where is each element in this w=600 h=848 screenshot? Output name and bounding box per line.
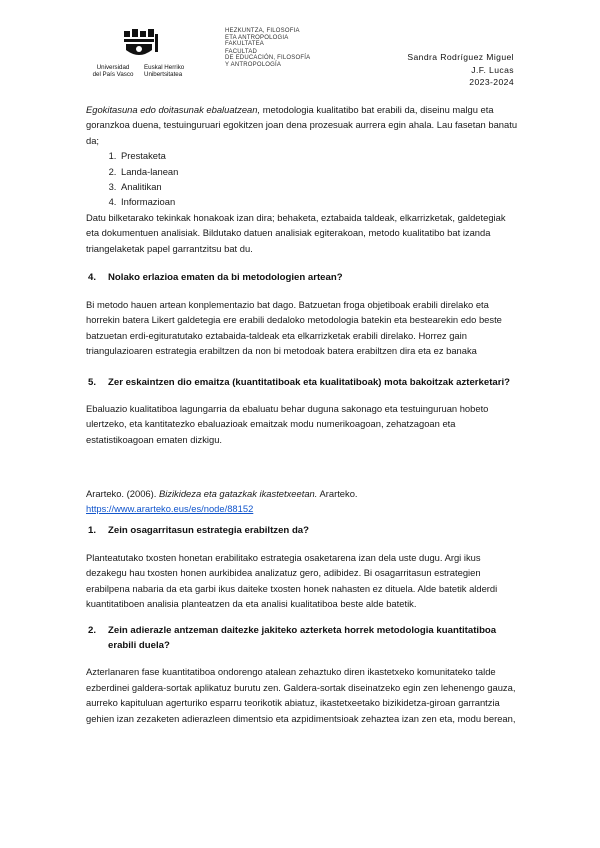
question-2: 2. Zein adierazle antzeman daitezke jakiteko azterketa horrek metodologia kuantitatiboa erabili duela? <box>88 625 497 652</box>
academic-year: 2023-2024 <box>469 77 514 87</box>
faculty-name: HEZKUNTZA, FILOSOFIA ETA ANTROPOLOGIA FAKULTATEA FACULTAD DE EDUCACIÓN, FILOSOFÍA Y ANTROPOLOGÍA <box>225 28 311 68</box>
answer-1: Planteatutako txosten honetan erabilitako estrategia osaketarena izan dela uste dugu. Argi ikus dezakegu hau txosten honen aurkibidea analizatuz gero, adibidez. Bi osagarritasun estrategien erabilpena nabaria da eta garbi ikus daiteke txosten honek nahasten ez dituela. Alde batetik alderdi kuantitatiboen analisia planteatzen da eta analisi kualitatiboa beste alde batetik. <box>86 551 498 609</box>
intro-paragraph: Egokitasuna edo doitasunak ebaluatzean, metodologia kualitatibo bat erabili da, diseinu malgu eta goranzkoa duena, testuinguruari egokitzen joan dena prozesuak aurrera egin ahala. Lau fasetan banatu da; <box>86 104 518 146</box>
upv-ehu-emblem-icon <box>122 28 160 62</box>
document-body <box>86 102 518 726</box>
list-item: 3. Analitikan <box>119 179 518 194</box>
author-name-2: J.F. Lucas <box>471 64 514 75</box>
author-name: Sandra Rodríguez Miguel <box>407 52 514 62</box>
phases-list <box>86 148 518 210</box>
question-4: 4. Nolako erlazioa ematen da bi metodologien artean? <box>88 272 343 284</box>
list-item: 2. Landa-lanean <box>119 164 518 179</box>
data-collection-paragraph: Datu bilketarako tekinkak honakoak izan dira; behaketa, eztabaida taldeak, elkarrizketak, galdetegiak eta dokumentuen analisiak. Bildutako datuen analisiak egiterakoan, metodo kualitatibo bat izanda triangelaketak papel garrantzitsu bat du. <box>86 211 506 254</box>
answer-2: Azterlanaren fase kuantitatiboa ondorengo atalean zehaztuko diren ikastetxeko komunitateko talde ezberdinei galdera-sortak aplikatuz burutu zen. Galdera-sortak diseinatzeko egin zen lehenengo gauza, aurreko kapituluan agerturiko esparru teorikotik abiatuz, ikastetxeetako bizikidetza-giroan garrantzia gehien izan zezaketen adierazleen dimentsio eta azpidimentsioak zehaztea izan zen eta, modu berean, <box>86 666 516 724</box>
reference-link[interactable]: https://www.ararteko.eus/es/node/88152 <box>86 503 254 515</box>
author-block <box>407 51 514 89</box>
university-logo <box>86 28 198 82</box>
answer-5: Ebaluazio kualitatiboa lagungarria da ebaluatu behar duguna sakonago eta testuinguruan hobeto ulertzeko, eta kantitatezko ebaluazioak emaitzak modu numerikoagoan, zehatzagoan eta estatistikoagoan ematen dizkigu. <box>86 402 489 445</box>
question-1: 1. Zein osagarritasun estrategia erabiltzen da? <box>88 524 309 536</box>
list-item: 4. Informazioan <box>119 194 518 209</box>
university-name-es: Universidad del País Vasco <box>92 64 134 78</box>
reference: Ararteko. (2006). Bizikideza eta gatazkak ikastetxeetan. Ararteko. https://www.ararteko.eus/es/node/88152 <box>86 487 358 515</box>
university-name-eu: Euskal Herriko Unibertsitatea <box>144 64 185 78</box>
answer-4: Bi metodo hauen artean konplementazio bat dago. Batzuetan froga objetiboak erabili direlako eta horrekin batera Likert galdetegia ere erabili dedaloko metodologia batekin eta bestearekin edo beste batzuetan erdi-egituratutako eztabaida-taldeak eta elkarrizketak erabili direlako. Horrez gain triangulazioaren estrategia erabiltzen da non bi metodoak batera erabiltzen dira eta ez banaka <box>86 299 502 357</box>
list-item: 1. Prestaketa <box>119 148 518 163</box>
question-5: 5. Zer eskaintzen dio emaitza (kuantitatiboak eta kualitatiboak) mota bakoitzak azterketari? <box>88 376 510 388</box>
